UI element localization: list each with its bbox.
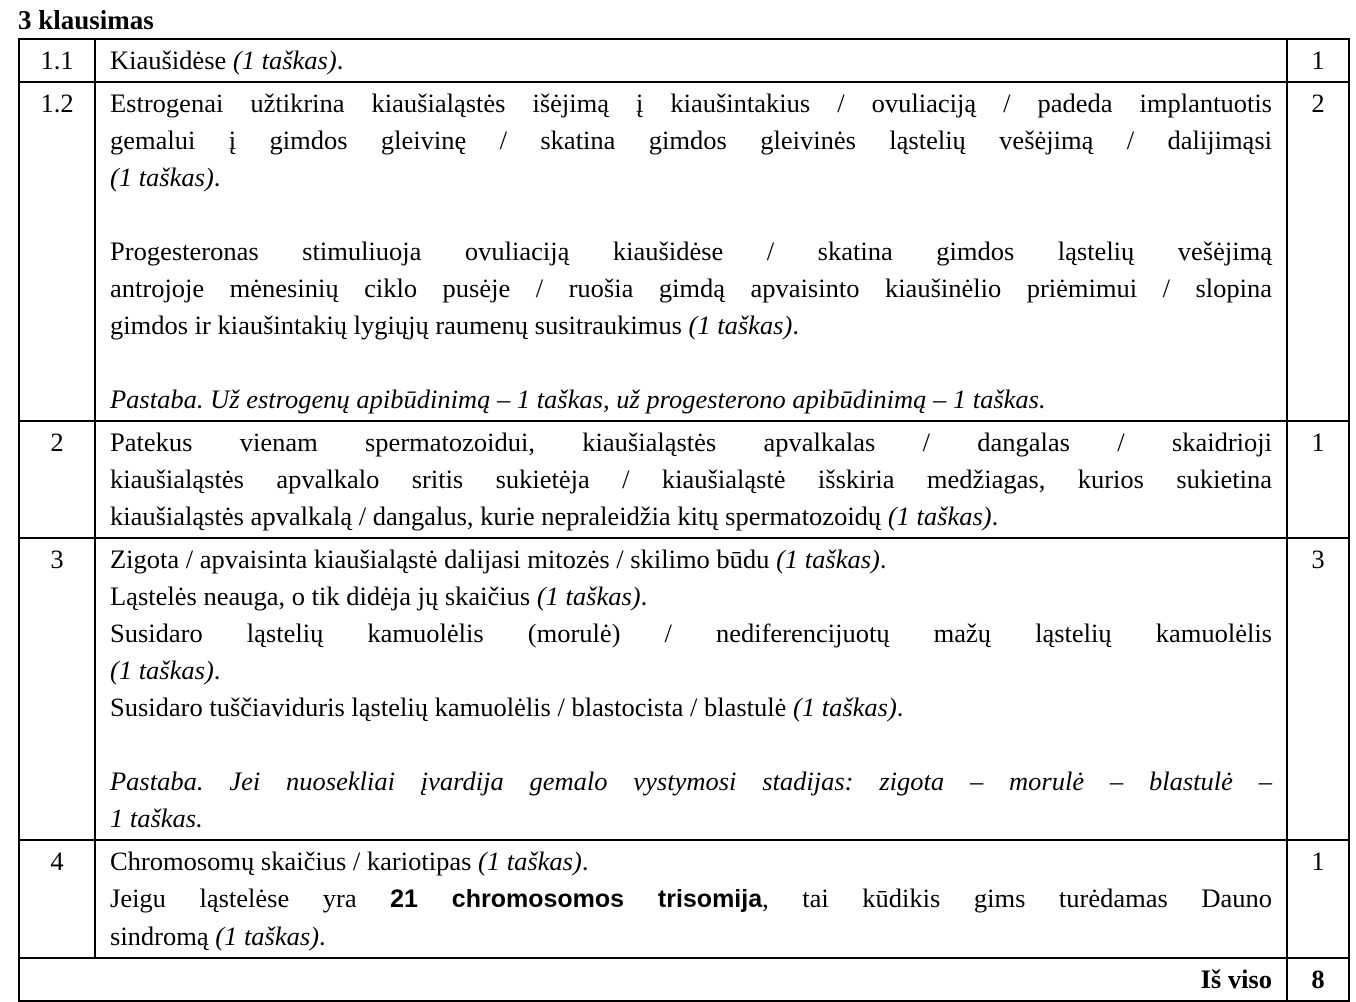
answer-line: Progesteronas stimuliuoja ovuliaciją kiaušidėse / skatina gimdos ląstelių vešėjimą: [110, 236, 1272, 266]
answer-cell: [95, 840, 1287, 958]
spacer: [110, 196, 1272, 233]
points-cell: 1: [1287, 840, 1349, 958]
spacer: [110, 344, 1272, 381]
table-row: [19, 421, 1349, 538]
points-cell: 1: [1287, 421, 1349, 538]
question-number: 1.1: [19, 39, 95, 82]
total-label: Iš viso: [19, 958, 1287, 1001]
total-row: [19, 958, 1349, 1001]
answer-line: (1 taškas).: [110, 162, 221, 192]
answer-line: gemalui į gimdos gleivinę / skatina gimdos gleivinės ląstelių vešėjimą / dalijimąsi: [110, 125, 1272, 155]
answer-line: Susidaro tuščiaviduris ląstelių kamuolėlis / blastocista / blastulė (1 taškas).: [110, 692, 904, 722]
question-number: 3: [19, 538, 95, 840]
total-value: 8: [1287, 958, 1349, 1001]
answer-cell: [95, 538, 1287, 840]
question-number: 1.2: [19, 82, 95, 421]
answer-line: gimdos ir kiaušintakių lygiųjų raumenų susitraukimus (1 taškas).: [110, 310, 799, 340]
answer-cell: [95, 82, 1287, 421]
answer-line: (1 taškas).: [110, 655, 221, 685]
table-row: [19, 538, 1349, 840]
answer-line: Jeigu ląstelėse yra 21 chromosomos trisomija, tai kūdikis gims turėdamas Dauno: [110, 883, 1272, 913]
answer-line: Chromosomų skaičius / kariotipas (1 taškas).: [110, 846, 589, 876]
spacer: [110, 726, 1272, 763]
answer-line: sindromą (1 taškas).: [110, 921, 326, 951]
note-line: Pastaba. Jei nuosekliai įvardija gemalo vystymosi stadijas: zigota – morulė – blastulė –: [110, 766, 1272, 796]
answer-line: Susidaro ląstelių kamuolėlis (morulė) / nediferencijuotų mažų ląstelių kamuolėlis: [110, 618, 1272, 648]
question-number: 4: [19, 840, 95, 958]
points-cell: 3: [1287, 538, 1349, 840]
answer-line: antrojoje mėnesinių ciklo pusėje / ruošia gimdą apvaisinto kiaušinėlio priėmimui / slopina: [110, 273, 1272, 303]
answer-line: Patekus vienam spermatozoidui, kiaušialąstės apvalkalas / dangalas / skaidrioji: [110, 427, 1272, 457]
table-row: [19, 39, 1349, 82]
question-number: 2: [19, 421, 95, 538]
note-line: 1 taškas.: [110, 803, 203, 833]
table-row: [19, 82, 1349, 421]
points-cell: 1: [1287, 39, 1349, 82]
answer-line: kiaušialąstės apvalkalo sritis sukietėja / kiaušialąstė išskiria medžiagas, kurios sukietina: [110, 464, 1272, 494]
answer-key-table: [18, 38, 1350, 1002]
note-line: Pastaba. Už estrogenų apibūdinimą – 1 taškas, už progesterono apibūdinimą – 1 taškas.: [110, 384, 1046, 414]
points-cell: 2: [1287, 82, 1349, 421]
answer-line: Zigota / apvaisinta kiaušialąstė dalijasi mitozės / skilimo būdu (1 taškas).: [110, 544, 887, 574]
answer-cell: [95, 39, 1287, 82]
table-row: [19, 840, 1349, 958]
answer-line: Kiaušidėse (1 taškas).: [110, 45, 344, 75]
answer-line: Ląstelės neauga, o tik didėja jų skaičius (1 taškas).: [110, 581, 648, 611]
answer-line: Estrogenai užtikrina kiaušialąstės išėjimą į kiaušintakius / ovuliaciją / padeda implantuotis: [110, 88, 1272, 118]
page-title: 3 klausimas: [18, 5, 154, 35]
answer-line: kiaušialąstės apvalkalą / dangalus, kurie nepraleidžia kitų spermatozoidų (1 taškas).: [110, 501, 999, 531]
answer-cell: [95, 421, 1287, 538]
